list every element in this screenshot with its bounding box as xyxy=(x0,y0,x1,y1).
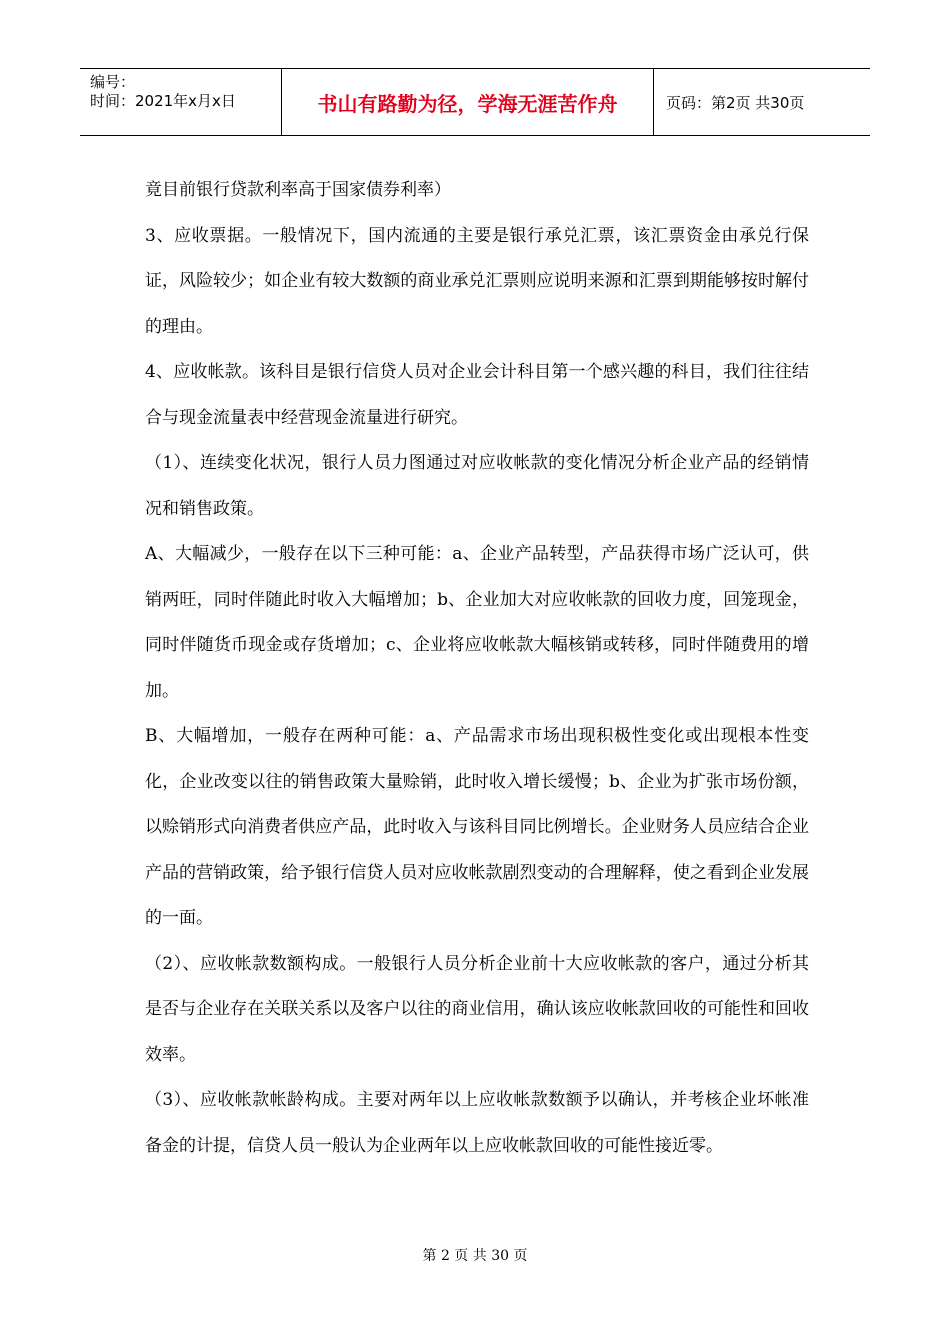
body-paragraph: B、大幅增加，一般存在两种可能：a、产品需求市场出现积极性变化或出现根本性变化，企业改变以往的销售政策大量赊销，此时收入增长缓慢；b、企业为扩张市场份额，以赊销形式向消费者供应产品，此时收入与该科目同比例增长。企业财务人员应结合企业产品的营销政策，给予银行信贷人员对应收帐款剧烈变动的合理解释，使之看到企业发展的一面。 xyxy=(145,726,809,928)
document-body xyxy=(145,168,809,1169)
page-footer: 第 2 页 共 30 页 xyxy=(422,1248,528,1264)
document-date-label: 时间：2021年x月x日 xyxy=(90,92,236,110)
body-paragraph: A、大幅减少，一般存在以下三种可能：a、企业产品转型，产品获得市场广泛认可，供销两旺，同时伴随此时收入大幅增加；b、企业加大对应收帐款的回收力度，回笼现金，同时伴随货币现金或存货增加；c、企业将应收帐款大幅核销或转移，同时伴随费用的增加。 xyxy=(145,544,809,701)
body-paragraph: （1）、连续变化状况，银行人员力图通过对应收帐款的变化情况分析企业产品的经销情况和销售政策。 xyxy=(145,453,809,519)
body-paragraph: 竟目前银行贷款利率高于国家债券利率） xyxy=(145,180,451,200)
header-motto: 书山有路勤为径，学海无涯苦作舟 xyxy=(282,69,654,135)
document-number-label: 编号： xyxy=(90,73,136,91)
header-page-info: 页码：第2页 共30页 xyxy=(666,93,805,112)
body-paragraph: 4、应收帐款。该科目是银行信贷人员对企业会计科目第一个感兴趣的科目，我们往往结合与现金流量表中经营现金流量进行研究。 xyxy=(145,362,809,428)
document-header xyxy=(80,68,870,136)
body-paragraph: （3）、应收帐款帐龄构成。主要对两年以上应收帐款数额予以确认，并考核企业坏帐准备金的计提，信贷人员一般认为企业两年以上应收帐款回收的可能性接近零。 xyxy=(145,1090,809,1156)
header-meta xyxy=(80,69,282,135)
body-paragraph: （2）、应收帐款数额构成。一般银行人员分析企业前十大应收帐款的客户，通过分析其是否与企业存在关联关系以及客户以往的商业信用，确认该应收帐款回收的可能性和回收效率。 xyxy=(145,953,809,1065)
body-paragraph: 3、应收票据。一般情况下，国内流通的主要是银行承兑汇票，该汇票资金由承兑行保证，风险较少；如企业有较大数额的商业承兑汇票则应说明来源和汇票到期能够按时解付的理由。 xyxy=(145,225,809,337)
